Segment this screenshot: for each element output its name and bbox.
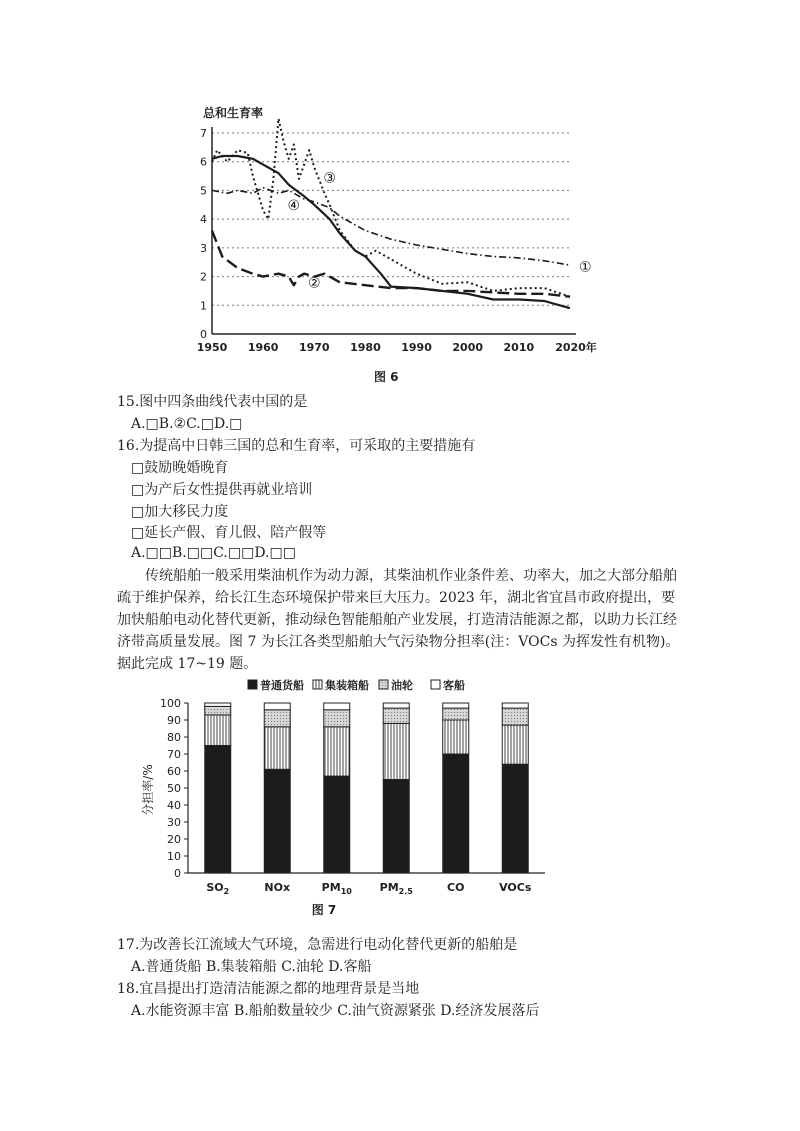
figure7-ytick-label: 100 [160,697,181,710]
figure7-bar-segment-2 [443,720,469,754]
figure6-ytick-label: 1 [200,299,207,313]
figure7-legend-swatch-4 [431,680,440,689]
figure7-bar-segment-3 [383,708,409,723]
figure6-ytick-label: 3 [200,241,207,255]
figure7-xtick-label: CO [447,881,465,894]
figure6-ytick-label: 0 [200,328,207,341]
figure6-xtick-label: 1960 [247,341,279,354]
figure6-series-group [212,119,570,309]
passage-line-2: 疏于维护保养，给长江生态环境保护带来巨大压力。2023 年，湖北省宜昌市政府提出，要 [117,590,676,606]
q16-options: A.□□B.□□C.□□D.□□ [131,545,296,561]
figure7-bar-segment-4 [502,703,528,708]
figure7-bar-segment-3 [205,706,231,715]
figure7-bar-segment-4 [324,703,350,710]
passage [117,565,680,675]
figure7-legend-label-2: 集装箱船 [325,679,369,692]
figure7-legend-label-4: 客船 [443,679,465,692]
figure7-bar-segment-1 [324,776,350,873]
figure6-curve-markers [288,171,592,292]
figure6-xtick-label: 2000 [452,341,484,354]
figure7-bar-segment-1 [383,780,409,874]
figure6-series-3 [212,119,570,297]
figure7-bar-segment-3 [324,710,350,727]
figure7-bar-segment-2 [324,727,350,776]
figure6-xtick-label: 1990 [401,341,432,354]
q16-stem: 16.为提高中日韩三国的总和生育率，可采取的主要措施有 [117,438,476,454]
figure7-ytick-label: 90 [167,714,181,727]
figure6-xtick-label: 2020年 [555,341,597,354]
figure7-bar-segment-3 [502,708,528,725]
figure6-curve-label-3: ③ [323,170,336,187]
figure6-curve-label-2: ② [308,275,321,292]
figure7-bar-segment-2 [205,715,231,746]
figure6-ylabel: 总和生育率 [203,106,264,120]
figure7-bar-segment-2 [264,727,290,770]
q18-options: A.水能资源丰富 B.船舶数量较少 C.油气资源紧张 D.经济发展落后 [131,1003,540,1019]
figure6-ytick-label: 5 [200,184,207,198]
figure7-bar-segment-3 [443,708,469,720]
figure7-ytick-label: 0 [174,867,181,880]
figure6-xtick-label: 2010 [503,341,535,354]
passage-line-5: 据此完成 17~19 题。 [117,656,258,672]
figure6-xtick-label: 1950 [196,341,228,354]
q16-item-4: □延长产假、育儿假、陪产假等 [131,525,327,541]
figure7-ylabel: 分担率/% [141,764,155,816]
figure7-axes [184,703,545,873]
figure7-bar-segment-4 [264,703,290,710]
q15-options: A.□B.②C.□D.□ [131,416,243,432]
figure7-xtick-label: $PM_{10}$ [321,881,352,896]
figure7-legend-swatch-2 [313,680,322,689]
q15-stem: 15.图中四条曲线代表中国的是 [117,394,308,410]
q16-item-2: □为产后女性提供再就业培训 [131,482,313,498]
figure7-bar-segment-4 [383,703,409,708]
q17-stem: 17.为改善长江流域大气环境，急需进行电动化替代更新的船舶是 [117,937,518,953]
passage-line-1: 传统船舶一般采用柴油机作为动力源，其柴油机作业条件差、功率大，加之大部分船舶 [145,568,677,584]
figure7-xtick-label: $SO_2$ [206,881,230,896]
figure6-ytick-label: 4 [200,213,207,227]
figure7-chart [125,672,565,922]
figure7-ytick-label: 40 [167,799,181,812]
figure6-series-4 [212,156,570,308]
figure7-bar-segment-2 [502,725,528,764]
figure6-ytick-label: 7 [200,127,207,140]
q17-options: A.普通货船 B.集装箱船 C.油轮 D.客船 [131,959,372,975]
figure7-caption: 图 7 [311,903,337,917]
q16-item-3: □加大移民力度 [131,504,229,520]
figure6-axes [212,127,576,334]
figure7-bar-segment-2 [383,723,409,779]
figure7-bar-segment-1 [205,746,231,874]
figure7-legend-label-1: 普通货船 [260,679,304,692]
figure6-caption: 图 6 [374,370,399,384]
figure6-ytick-label: 6 [200,155,207,169]
figure7-legend [248,678,465,692]
figure6-curve-label-4: ④ [287,197,301,214]
figure7-ytick-label: 50 [167,782,181,795]
figure6-series-1 [212,188,570,266]
figure7-bars [205,703,529,873]
figure6-xtick-label: 1980 [350,341,381,354]
figure7-legend-swatch-3 [379,680,388,689]
figure6-gridlines [212,133,570,305]
figure6-ytick-label: 2 [200,270,207,284]
figure7-ytick-label: 10 [167,850,181,863]
figure6-chart [190,105,610,390]
figure7-xtick-label: NOx [264,881,291,894]
figure7-legend-swatch-1 [248,680,257,689]
figure7-xtick-label: VOCs [499,881,532,894]
figure6-curve-label-1: ① [579,259,592,276]
figure7-xtick-label: $PM_{2.5}$ [379,881,413,896]
figure7-ytick-label: 20 [167,833,181,846]
figure7-bar-segment-1 [502,764,528,873]
q16-item-1: □鼓励晚婚晚育 [131,460,229,476]
figure7-bar-segment-1 [264,769,290,873]
figure7-ytick-label: 80 [167,731,181,744]
q18-stem: 18.宜昌提出打造清洁能源之都的地理背景是当地 [117,981,420,997]
figure7-bar-segment-4 [443,703,469,708]
passage-line-3: 加快船舶电动化替代更新，推动绿色智能船舶产业发展，打造清洁能源之都，以助力长江经 [117,612,677,628]
figure6-xtick-label: 1970 [298,341,330,354]
figure7-ytick-label: 60 [167,765,181,778]
figure7-bar-segment-4 [205,703,231,706]
figure7-ytick-label: 30 [167,816,181,829]
figure7-bar-segment-3 [264,710,290,727]
figure7-ytick-label: 70 [167,748,181,761]
figure7-legend-label-3: 油轮 [391,679,413,692]
passage-line-4: 济带高质量发展。图 7 为长江各类型船舶大气污染物分担率(注：VOCs 为挥发性有机物)。 [117,634,680,650]
figure7-bar-segment-1 [443,754,469,873]
